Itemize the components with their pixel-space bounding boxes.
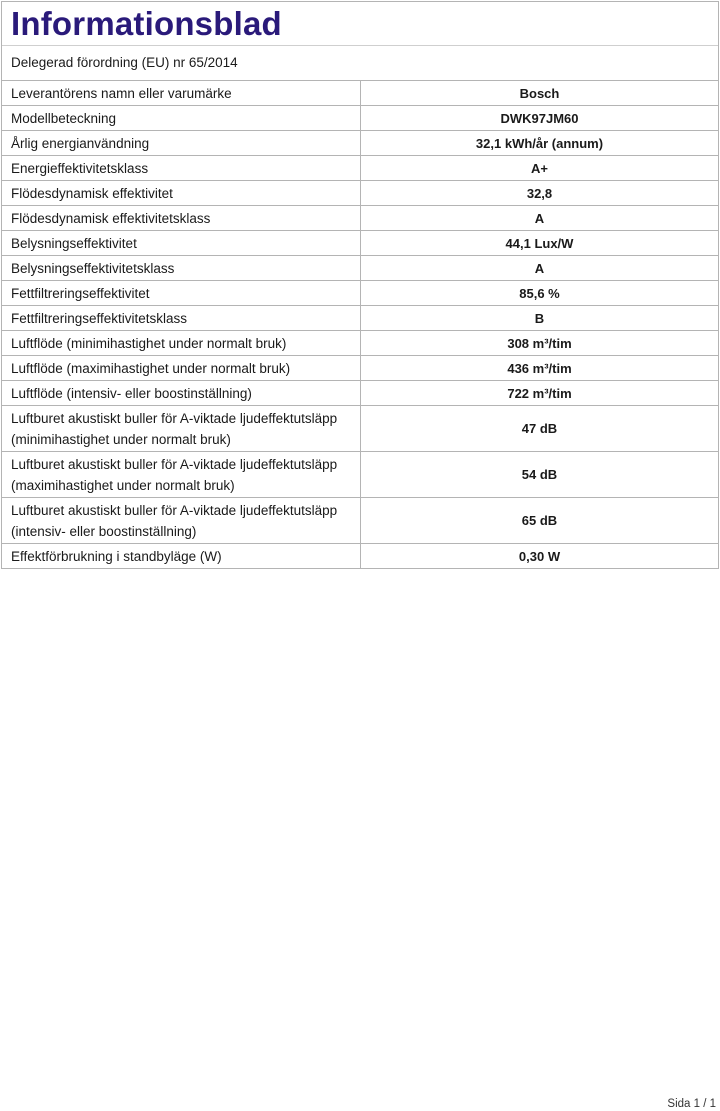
title-box	[2, 2, 718, 46]
row-value: A	[361, 206, 719, 231]
row-label: Energieffektivitetsklass	[2, 156, 361, 181]
table-row	[2, 452, 718, 498]
table-row	[2, 306, 718, 331]
row-value: 85,6 %	[361, 281, 719, 306]
table-row	[2, 406, 718, 452]
row-label: Effektförbrukning i standbyläge (W)	[2, 544, 361, 569]
row-label: Flödesdynamisk effektivitet	[2, 181, 361, 206]
row-value: DWK97JM60	[361, 106, 719, 131]
subtitle-box	[2, 46, 718, 81]
table-row	[2, 256, 718, 281]
row-value: 44,1 Lux/W	[361, 231, 719, 256]
row-value: B	[361, 306, 719, 331]
table-row	[2, 156, 718, 181]
regulation-reference: Delegerad förordning (EU) nr 65/2014	[11, 55, 238, 70]
row-label-line2: (maximihastighet under normalt bruk)	[11, 477, 235, 493]
row-label: Modellbeteckning	[2, 106, 361, 131]
row-value: 436 m³/tim	[361, 356, 719, 381]
table-row	[2, 81, 718, 106]
row-value: 308 m³/tim	[361, 331, 719, 356]
row-value: 65 dB	[361, 498, 719, 544]
row-label-line2: (minimihastighet under normalt bruk)	[11, 431, 231, 447]
table-row	[2, 106, 718, 131]
row-label: Luftflöde (maximihastighet under normalt bruk)	[2, 356, 361, 381]
table-row	[2, 231, 718, 256]
row-label-line1: Luftburet akustiskt buller för A-viktade ljudeffektutsläpp	[11, 410, 338, 426]
row-value: A+	[361, 156, 719, 181]
row-value: 47 dB	[361, 406, 719, 452]
row-label-line1: Luftburet akustiskt buller för A-viktade ljudeffektutsläpp	[11, 502, 338, 518]
table-row	[2, 281, 718, 306]
row-value: 32,8	[361, 181, 719, 206]
page-number: Sida 1 / 1	[667, 1098, 716, 1110]
row-label-line2: (intensiv- eller boostinställning)	[11, 523, 197, 539]
row-label-line1: Luftburet akustiskt buller för A-viktade ljudeffektutsläpp	[11, 456, 338, 472]
row-label: Belysningseffektivitet	[2, 231, 361, 256]
table-row	[2, 181, 718, 206]
specs-table	[2, 81, 718, 569]
row-value: 722 m³/tim	[361, 381, 719, 406]
row-label: Luftflöde (intensiv- eller boostinställning)	[2, 381, 361, 406]
row-value: Bosch	[361, 81, 719, 106]
table-row	[2, 498, 718, 544]
row-label: Luftflöde (minimihastighet under normalt bruk)	[2, 331, 361, 356]
row-value: 32,1 kWh/år (annum)	[361, 131, 719, 156]
info-sheet	[1, 1, 719, 569]
row-value: A	[361, 256, 719, 281]
row-label	[2, 498, 361, 544]
row-label: Årlig energianvändning	[2, 131, 361, 156]
row-label	[2, 452, 361, 498]
table-row	[2, 381, 718, 406]
row-label: Flödesdynamisk effektivitetsklass	[2, 206, 361, 231]
row-value: 0,30 W	[361, 544, 719, 569]
table-row	[2, 544, 718, 569]
row-value: 54 dB	[361, 452, 719, 498]
row-label: Fettfiltreringseffektivitet	[2, 281, 361, 306]
page-title: Informationsblad	[11, 5, 282, 42]
row-label	[2, 406, 361, 452]
table-row	[2, 356, 718, 381]
table-row	[2, 206, 718, 231]
row-label: Fettfiltreringseffektivitetsklass	[2, 306, 361, 331]
table-row	[2, 131, 718, 156]
row-label: Leverantörens namn eller varumärke	[2, 81, 361, 106]
row-label: Belysningseffektivitetsklass	[2, 256, 361, 281]
table-row	[2, 331, 718, 356]
